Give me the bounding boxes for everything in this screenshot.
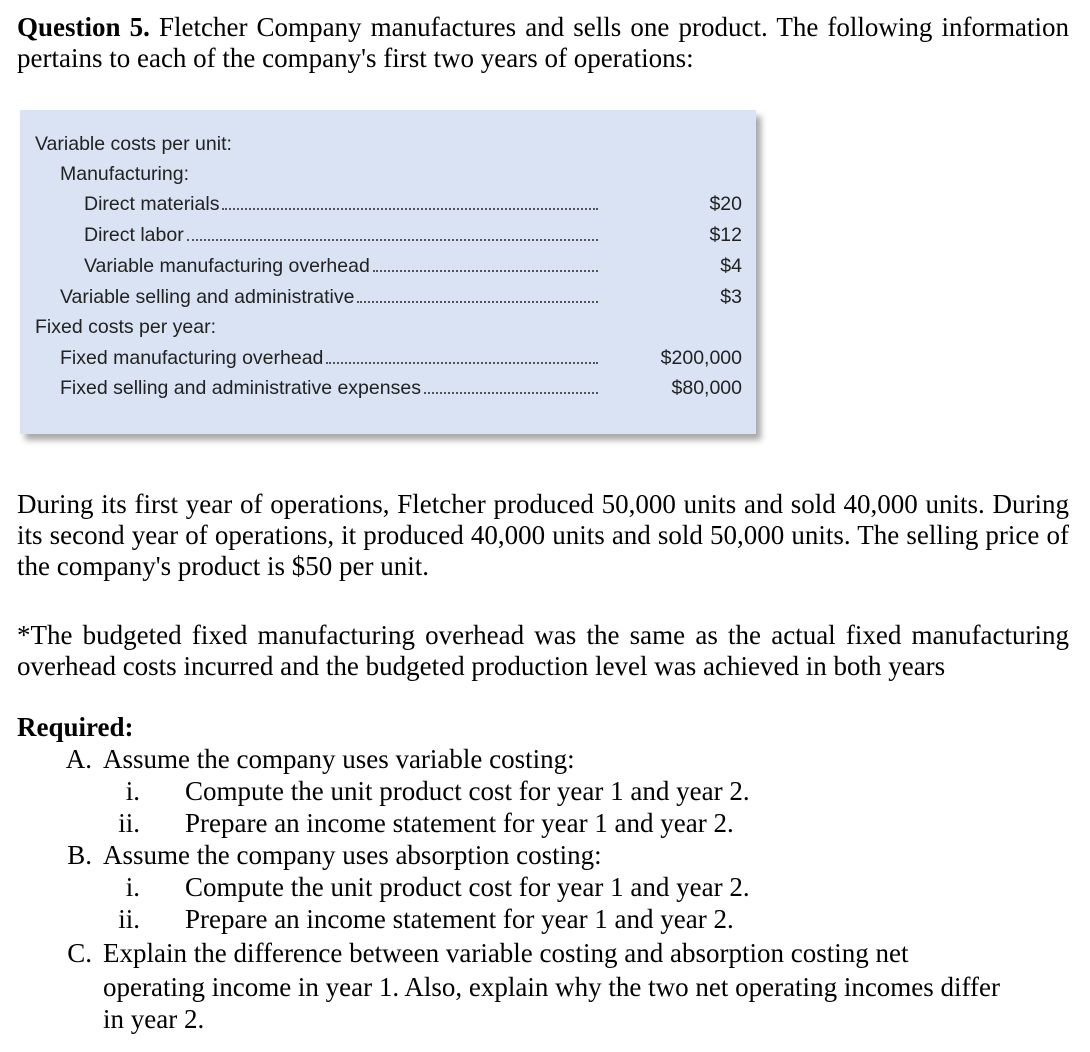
leader-dots [222,193,598,210]
required-heading: Required: [17,712,134,742]
subitem-marker: i. [125,872,140,902]
leader-dots [326,347,598,364]
cost-amount: $200,000 [660,347,742,369]
manufacturing-heading: Manufacturing: [60,163,189,185]
item-c-line-3: in year 2. [103,1004,205,1034]
item-c-line-2: operating income in year 1. Also, explain why the two net operating incomes differ [103,972,1001,1002]
cost-amount: $4 [720,255,742,277]
cost-row-variable-mfg-overhead [20,255,756,285]
item-a-text: Assume the company uses variable costing: [103,744,575,774]
cost-row-variable-selling-admin [20,286,756,316]
note-paragraph: *The budgeted fixed manufacturing overhead was the same as the actual fixed manufacturing overhead costs incurred and the budgeted production level was achieved in both years [17,620,1069,681]
cost-label: Fixed manufacturing overhead [60,347,324,369]
operations-paragraph: During its first year of operations, Fletcher produced 50,000 units and sold 40,000 units. During its second year of operations, it produced 40,000 units and sold 50,000 units. The selling price of the company's product is $50 per unit. [17,489,1069,581]
cost-amount: $3 [720,286,742,308]
cost-row-fixed-mfg-overhead [20,347,756,377]
subitem-marker: ii. [118,904,140,934]
subitem-text: Compute the unit product cost for year 1 and year 2. [185,872,750,902]
variable-costs-heading-row [20,133,756,163]
question-label: Question 5. [17,12,150,42]
cost-amount: $12 [709,224,742,246]
fixed-costs-heading-row [20,316,756,346]
subitem-text: Prepare an income statement for year 1 and year 2. [185,904,734,934]
manufacturing-heading-row [20,163,756,193]
question-text: Fletcher Company manufactures and sells one product. The following information pertains to each of the company's first two years of operations: [17,12,1069,73]
question-paragraph [17,12,1069,74]
item-c-line-1: Explain the difference between variable costing and absorption costing net [103,938,909,968]
leader-dots [187,224,598,241]
cost-table [20,110,756,434]
leader-dots [357,286,598,303]
item-marker-c: C. [67,938,92,968]
leader-dots [424,377,598,394]
cost-label: Variable selling and administrative [60,286,355,308]
subitem-text: Prepare an income statement for year 1 and year 2. [185,808,734,838]
cost-label: Direct materials [84,193,220,215]
item-b-text: Assume the company uses absorption costing: [103,840,602,870]
cost-label: Fixed selling and administrative expenses [60,377,421,399]
leader-dots [373,255,598,272]
cost-label: Variable manufacturing overhead [84,255,370,277]
cost-row-direct-materials [20,193,756,223]
item-marker-a: A. [65,744,92,774]
subitem-marker: ii. [118,808,140,838]
subitem-marker: i. [125,776,140,806]
cost-row-direct-labor [20,224,756,254]
cost-amount: $80,000 [671,377,742,399]
cost-row-fixed-selling-admin [20,377,756,407]
subitem-text: Compute the unit product cost for year 1 and year 2. [185,776,750,806]
fixed-costs-heading: Fixed costs per year: [35,316,216,338]
item-marker-b: B. [67,840,92,870]
variable-costs-heading: Variable costs per unit: [35,133,232,155]
cost-label: Direct labor [84,224,184,246]
cost-amount: $20 [709,193,742,215]
